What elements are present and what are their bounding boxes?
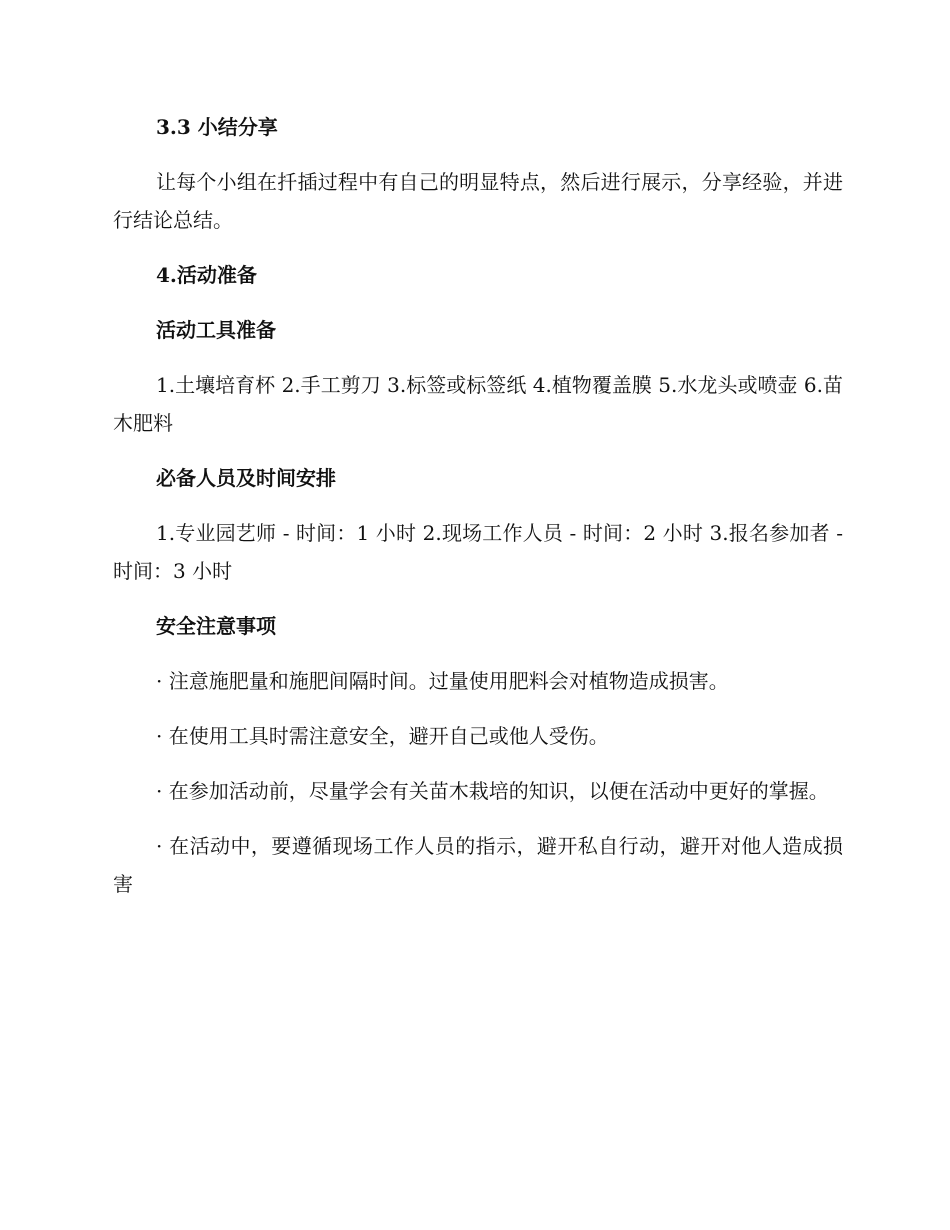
paragraph-tools-list: 1.土壤培育杯 2.手工剪刀 3.标签或标签纸 4.植物覆盖膜 5.水龙头或喷壶 6.苗木肥料 [113,373,843,435]
subheading-staff-schedule: 必备人员及时间安排 [156,466,336,490]
bullet-tool-safety: · 在使用工具时需注意安全，避开自己或他人受伤。 [156,724,609,748]
bullet-learn-knowledge: · 在参加活动前，尽量学会有关苗木栽培的知识，以便在活动中更好的掌握。 [156,779,829,803]
bullet-fertilizer: · 注意施肥量和施肥间隔时间。过量使用肥料会对植物造成损害。 [156,669,729,693]
paragraph-summary-share: 让每个小组在扦插过程中有自己的明显特点，然后进行展示，分享经验，并进行结论总结。 [113,170,843,232]
document-body [113,108,843,920]
paragraph-staff-schedule: 1.专业园艺师 - 时间：1 小时 2.现场工作人员 - 时间：2 小时 3.报名参加者 - 时间：3 小时 [113,521,843,583]
bullet-follow-instructions: · 在活动中，要遵循现场工作人员的指示，避开私自行动，避开对他人造成损害 [113,834,843,896]
section-heading-4: 4.活动准备 [156,263,257,287]
subheading-safety: 安全注意事项 [156,614,276,638]
section-heading-3-3: 3.3 小结分享 [156,115,278,139]
subheading-tools: 活动工具准备 [156,318,276,342]
